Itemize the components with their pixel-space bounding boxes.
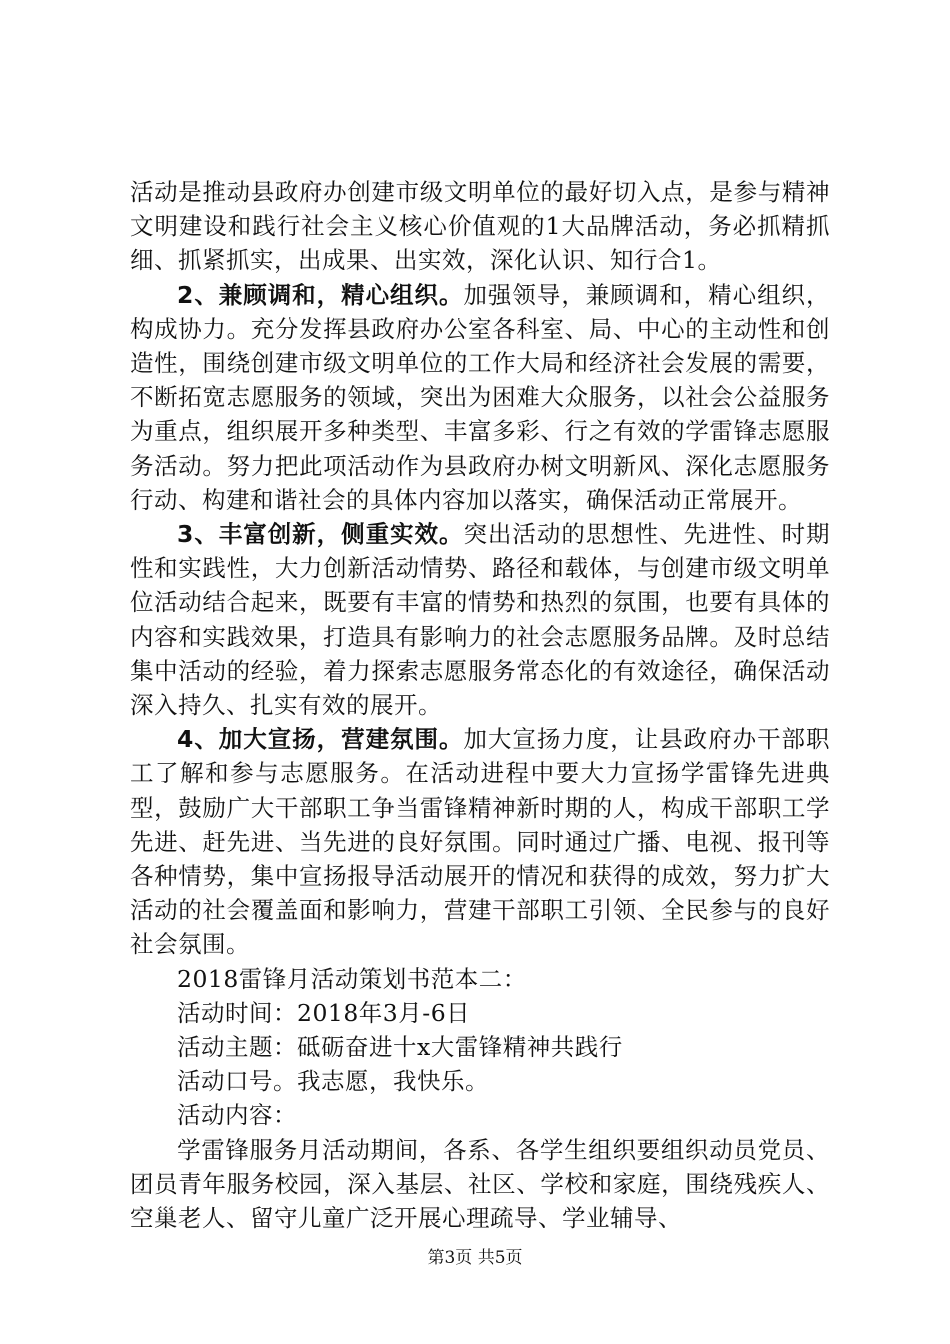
- paragraph-2-heading: 2、兼顾调和，精心组织。: [177, 280, 464, 309]
- paragraph-3-text: 突出活动的思想性、先进性、时期性和实践性，大力创新活动情势、路径和载体，与创建市级文明单位活动结合起来，既要有丰富的情势和热烈的氛围，也要有具体的内容和实践效果，打造具有影响力的社会志愿服务品牌。及时总结集中活动的经验，着力探索志愿服务常态化的有效途径，确保活动深入持久、扎实有效的展开。: [130, 520, 831, 720]
- page-number: 第3页 共5页: [427, 1248, 523, 1268]
- paragraph-1: [130, 175, 830, 278]
- paragraph-1-text: 活动是推动县政府办创建市级文明单位的最好切入点，是参与精神文明建设和践行社会主义核心价值观的1大品牌活动，务必抓精抓细、抓紧抓实，出成果、出实效，深化认识、知行合1。: [130, 178, 830, 275]
- paragraph-4-text: 加大宣扬力度，让县政府办干部职工了解和参与志愿服务。在活动进程中要大力宣扬学雷锋先进典型，鼓励广大干部职工争当雷锋精神新时期的人，构成干部职工学先进、赶先进、当先进的良好氛围。同时通过广播、电视、报刊等各种情势，集中宣扬报导活动展开的情况和获得的成效，努力扩大活动的社会覆盖面和影响力，营建干部职工引领、全民参与的良好社会氛围。: [130, 725, 831, 959]
- paragraph-3: [130, 517, 830, 722]
- section-title-text: 2018雷锋月活动策划书范本二：: [177, 964, 527, 993]
- activity-theme: [130, 1030, 830, 1064]
- paragraph-3-heading: 3、丰富创新，侧重实效。: [177, 520, 464, 549]
- activity-content-label: [130, 1098, 830, 1132]
- activity-theme-text: 活动主题：砥砺奋进十x大雷锋精神共践行: [177, 1033, 623, 1062]
- section-title: [130, 962, 830, 996]
- activity-slogan: [130, 1064, 830, 1098]
- paragraph-2-text: 加强领导，兼顾调和，精心组织，构成协力。充分发挥县政府办公室各科室、局、中心的主动性和创造性，围绕创建市级文明单位的工作大局和经济社会发展的需要，不断拓宽志愿服务的领域，突出为困难大众服务，以社会公益服务为重点，组织展开多种类型、丰富多彩、行之有效的学雷锋志愿服务活动。努力把此项活动作为县政府办树文明新风、深化志愿服务行动、构建和谐社会的具体内容加以落实，确保活动正常展开。: [130, 280, 831, 514]
- activity-content-body: [130, 1133, 830, 1236]
- document-body: [130, 175, 830, 1235]
- paragraph-4: [130, 722, 830, 961]
- paragraph-4-heading: 4、加大宣扬，营建氛围。: [177, 725, 464, 754]
- activity-time: [130, 996, 830, 1030]
- activity-slogan-text: 活动口号。我志愿，我快乐。: [177, 1067, 489, 1096]
- activity-content-body-text: 学雷锋服务月活动期间，各系、各学生组织要组织动员党员、团员青年服务校园，深入基层、社区、学校和家庭，围绕残疾人、空巢老人、留守儿童广泛开展心理疏导、学业辅导、: [130, 1135, 830, 1233]
- paragraph-2: [130, 278, 830, 517]
- page-footer: [0, 1243, 950, 1268]
- activity-time-text: 活动时间：2018年3月-6日: [177, 998, 471, 1027]
- activity-content-label-text: 活动内容：: [177, 1101, 297, 1130]
